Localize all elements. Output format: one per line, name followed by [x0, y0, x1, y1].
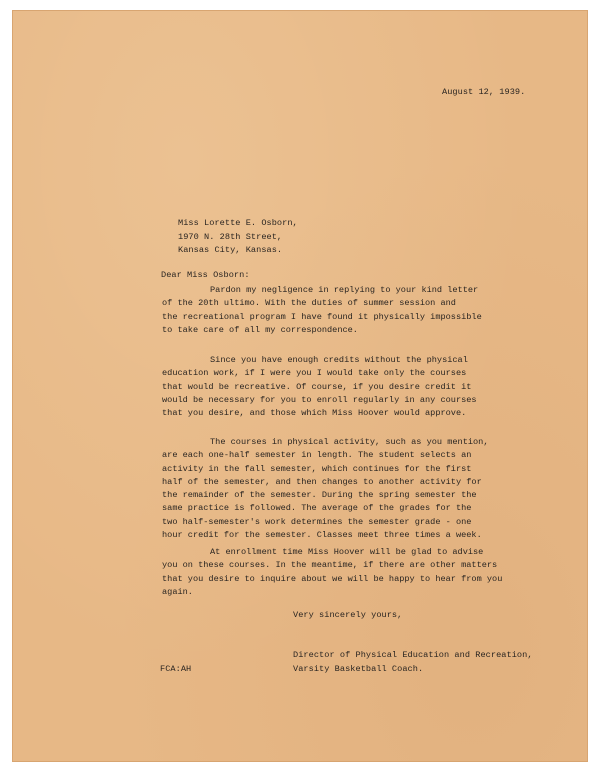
- paragraph-3: [162, 436, 570, 542]
- typist-initials: FCA:AH: [160, 664, 192, 674]
- paragraph-line: of the 20th ultimo. With the duties of summer session and: [162, 298, 456, 309]
- paragraph-line: are each one-half semester in length. The student selects an: [162, 450, 472, 461]
- letter-page: [12, 10, 588, 762]
- paragraph-line: The courses in physical activity, such as you mention,: [210, 437, 489, 447]
- recipient-city: Kansas City, Kansas.: [178, 245, 283, 255]
- paragraph-line: same practice is followed. The average of the grades for the: [162, 503, 472, 514]
- salutation: Dear Miss Osborn:: [161, 270, 250, 280]
- paragraph-line: education work, if I were you I would take only the courses: [162, 368, 467, 379]
- closing: Very sincerely yours,: [293, 610, 403, 620]
- paragraph-line: Since you have enough credits without the physical: [210, 355, 468, 365]
- recipient-name: Miss Lorette E. Osborn,: [178, 218, 298, 228]
- paragraph-line: activity in the fall semester, which continues for the first: [162, 463, 472, 474]
- recipient-street: 1970 N. 28th Street,: [178, 232, 283, 242]
- paragraph-line: two half-semester's work determines the semester grade - one: [162, 516, 472, 527]
- paragraph-1: [162, 284, 570, 337]
- paragraph-line: half of the semester, and then changes to another activity for: [162, 476, 482, 487]
- paragraph-line: that would be recreative. Of course, if you desire credit it: [162, 381, 472, 392]
- paragraph-line: again.: [162, 586, 193, 597]
- paragraph-line: Pardon my negligence in replying to your kind letter: [210, 285, 479, 295]
- paragraph-line: hour credit for the semester. Classes meet three times a week.: [162, 530, 482, 541]
- signature-title-line-1: Director of Physical Education and Recreation,: [293, 650, 533, 660]
- paragraph-line: to take care of all my correspondence.: [162, 324, 358, 335]
- paragraph-line: the recreational program I have found it physically impossible: [162, 311, 482, 322]
- paragraph-line: the remainder of the semester. During the spring semester the: [162, 490, 477, 501]
- paragraph-line: At enrollment time Miss Hoover will be glad to advise: [210, 547, 484, 557]
- paragraph-line: would be necessary for you to enroll regularly in any courses: [162, 394, 477, 405]
- paragraph-line: you on these courses. In the meantime, if there are other matters: [162, 560, 498, 571]
- letter-date: August 12, 1939.: [442, 87, 526, 97]
- paragraph-2: [162, 354, 570, 420]
- paragraph-line: that you desire to inquire about we will be happy to hear from you: [162, 573, 503, 584]
- signature-title-line-2: Varsity Basketball Coach.: [293, 664, 424, 674]
- paragraph-4: [162, 546, 570, 599]
- paragraph-line: that you desire, and those which Miss Hoover would approve.: [162, 408, 467, 419]
